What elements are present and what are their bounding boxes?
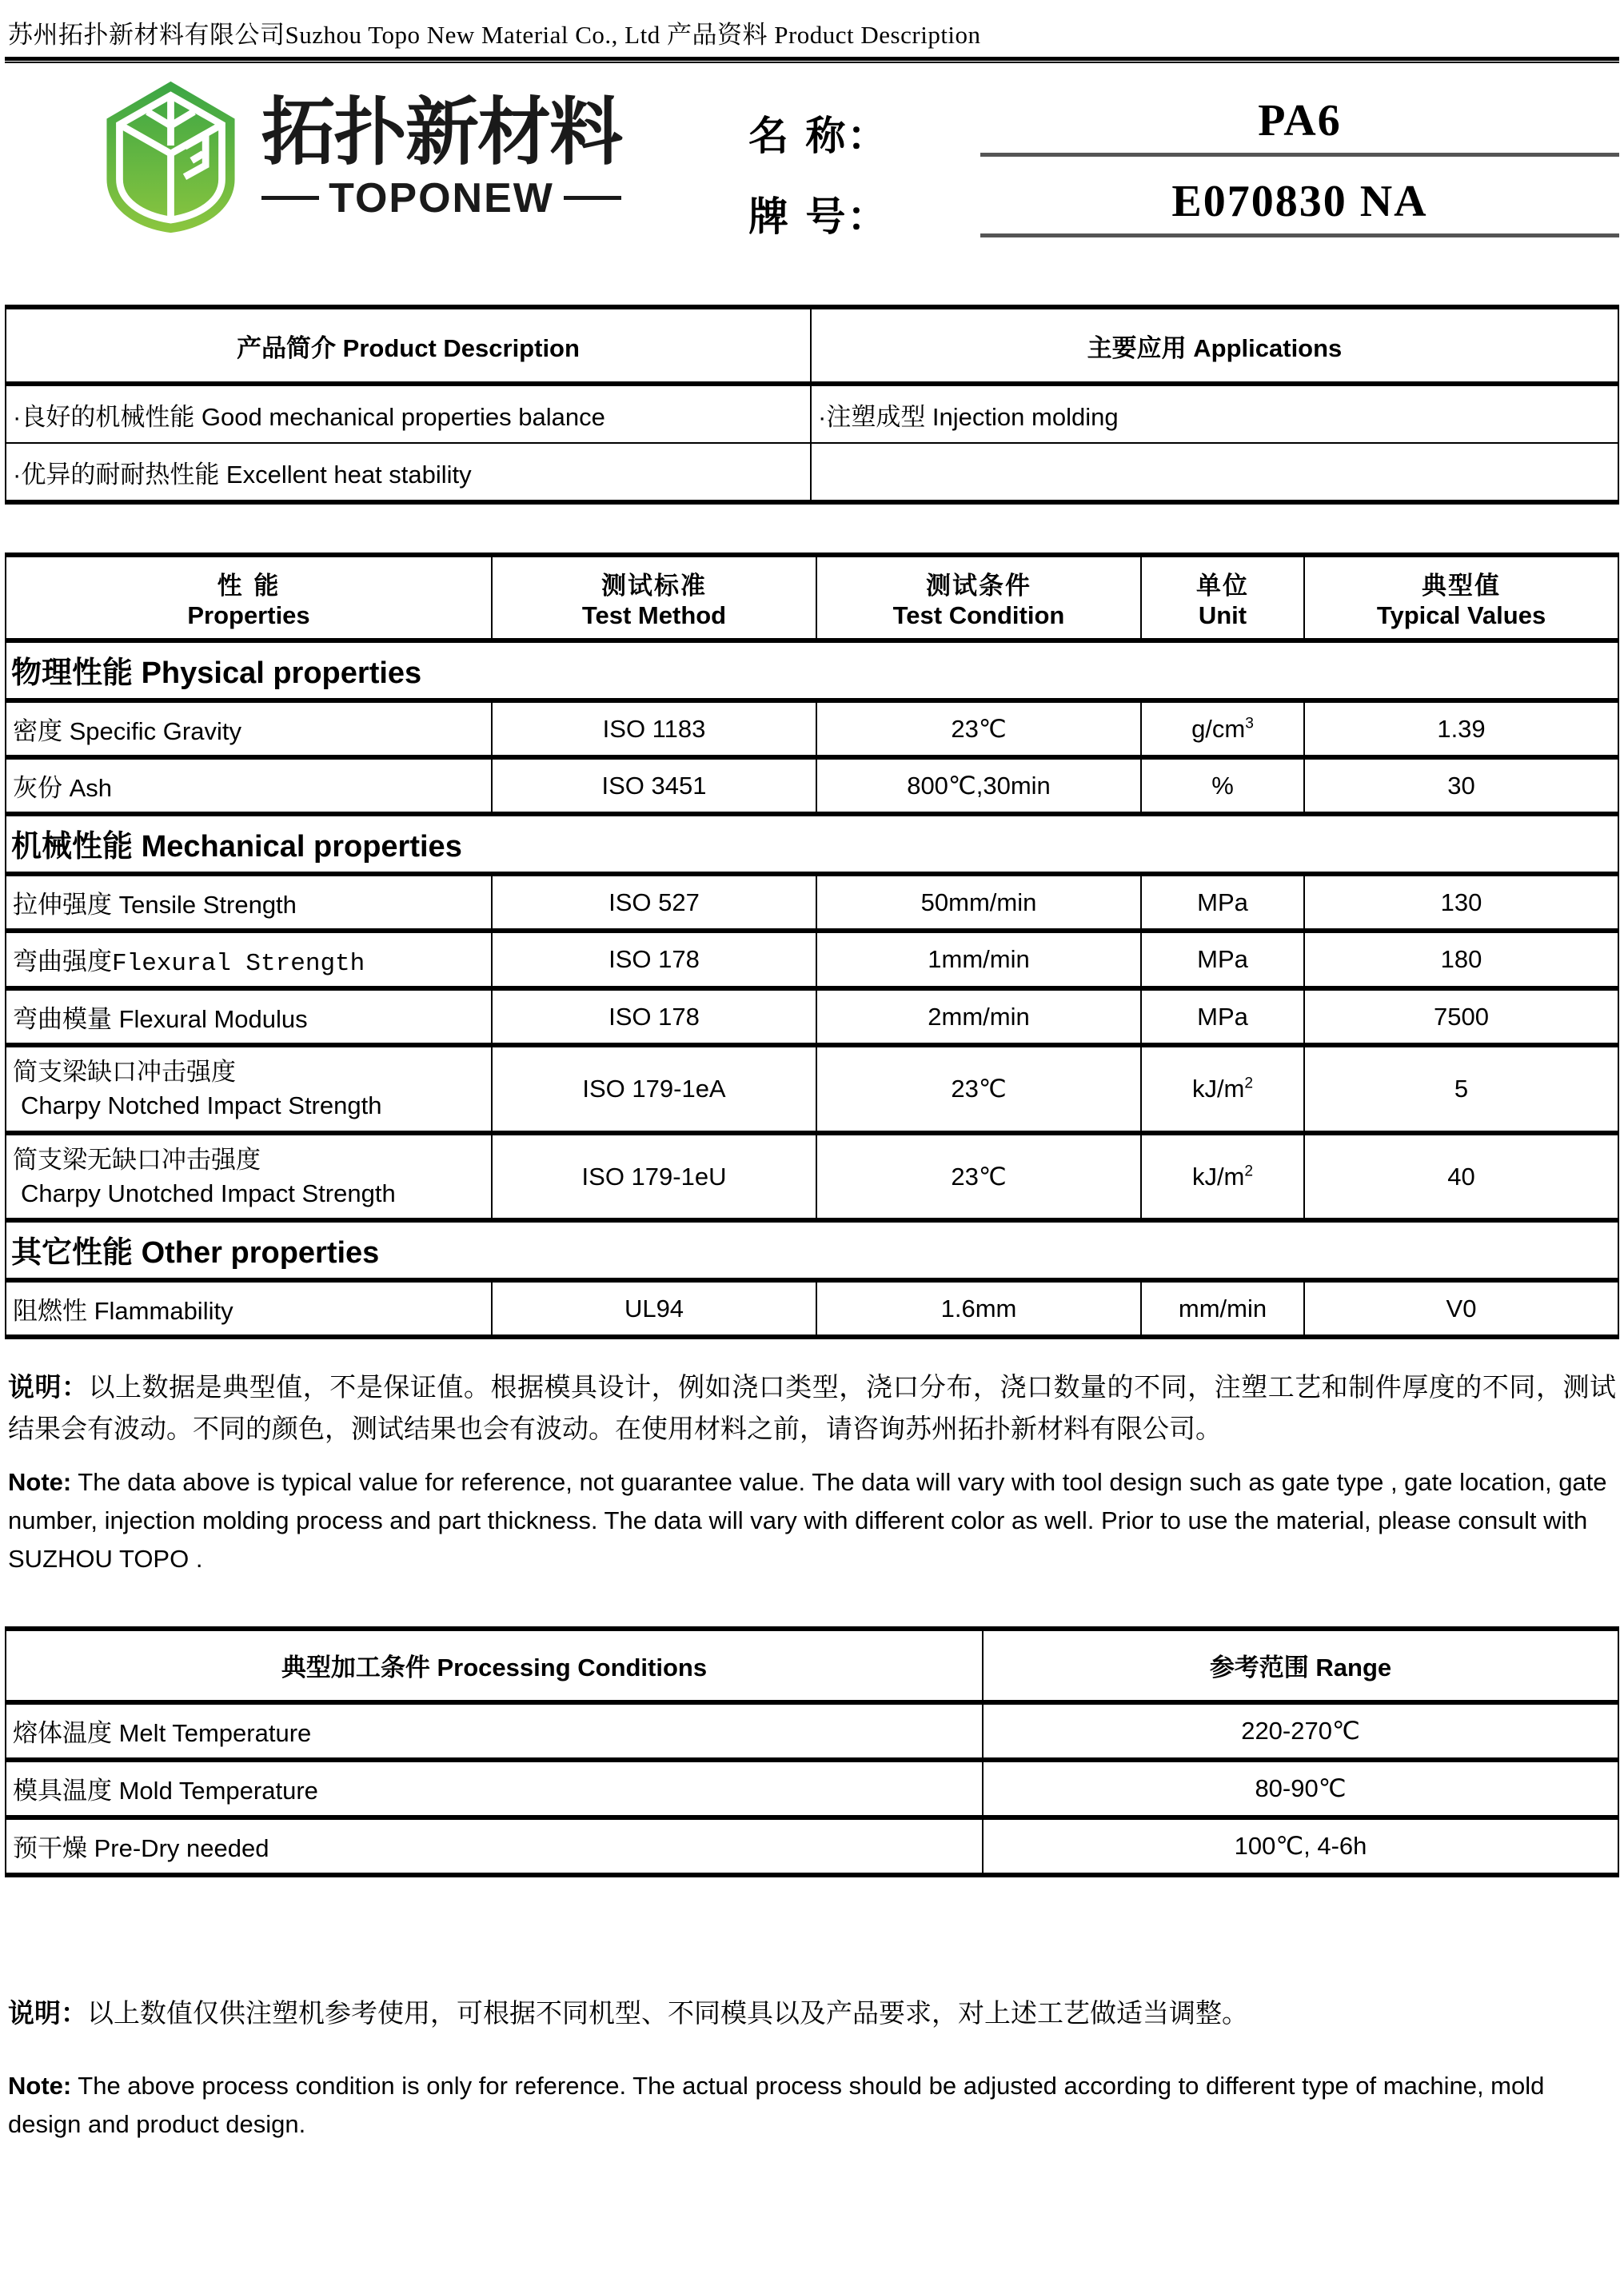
product-name-value: PA6 (980, 95, 1619, 157)
property-unit-superscript: 2 (1244, 1163, 1254, 1180)
logo-area (5, 73, 748, 235)
table-row (6, 1280, 1618, 1337)
logo-rule-left (261, 196, 319, 200)
property-unit (1141, 1133, 1304, 1221)
property-condition: 1.6mm (816, 1280, 1141, 1337)
product-name-value-wrap (980, 95, 1619, 162)
section-header-physical (6, 640, 1618, 700)
section-header-row (6, 1220, 1618, 1280)
section-header-physical-cn: 物理性能 (11, 655, 134, 690)
logo-chinese-name: 拓扑新材料 (261, 89, 622, 175)
col-header-properties-en: Properties (187, 601, 310, 629)
product-grade-row (748, 176, 1619, 242)
property-value: V0 (1304, 1280, 1618, 1337)
proc-condition-range: 100℃, 4-6h (983, 1817, 1618, 1875)
property-name (6, 1045, 492, 1133)
desc-cell-left: ·优异的耐耐热性能 Excellent heat stability (6, 443, 811, 502)
property-condition: 800℃,30min (816, 757, 1141, 814)
property-value: 7500 (1304, 988, 1618, 1045)
col-header-unit-cn: 单位 (1196, 572, 1249, 600)
col-header-unit (1141, 555, 1304, 640)
product-grade-value-wrap (980, 176, 1619, 242)
property-condition: 2mm/min (816, 988, 1141, 1045)
property-condition: 23℃ (816, 700, 1141, 757)
property-name-cn: 简支梁无缺口冲击强度 (13, 1145, 261, 1174)
table-row (6, 1133, 1618, 1221)
logo-english-row (261, 174, 621, 222)
property-name-en: Charpy Unotched Impact Strength (21, 1179, 396, 1207)
product-name-label: 名 称： (748, 113, 889, 159)
logo-wordmark (261, 89, 622, 222)
proc-condition-name: 预干燥 Pre-Dry needed (6, 1817, 983, 1875)
table-row (6, 700, 1618, 757)
table-row (6, 988, 1618, 1045)
property-unit: MPa (1141, 931, 1304, 988)
product-identity (748, 73, 1619, 257)
col-header-properties-cn: 性 能 (217, 572, 281, 600)
property-method: ISO 3451 (492, 757, 816, 814)
main-note-chinese (8, 1366, 1616, 1448)
col-header-test-method-en: Test Method (581, 601, 727, 629)
property-value: 30 (1304, 757, 1618, 814)
table-row (6, 1702, 1618, 1760)
table-row (6, 931, 1618, 988)
property-unit-text: g/cm (1191, 714, 1246, 743)
property-unit-text: kJ/m (1191, 1162, 1245, 1191)
table-row (6, 443, 1618, 502)
property-value: 40 (1304, 1133, 1618, 1221)
property-unit (1141, 1045, 1304, 1133)
property-unit (1141, 757, 1304, 814)
col-header-test-condition-cn: 测试条件 (926, 572, 1031, 600)
property-method: ISO 179-1eU (492, 1133, 816, 1221)
desc-cell-right: ·注塑成型 Injection molding (811, 384, 1618, 443)
processing-note-chinese-text: 以上数值仅供注塑机参考使用，可根据不同机型、不同模具以及产品要求，对上述工艺做适当调整。 (87, 1997, 1248, 2029)
col-header-test-method (492, 555, 816, 640)
section-header-other-cn: 其它性能 (11, 1235, 134, 1271)
section-header-physical-en: Physical properties (141, 656, 422, 690)
property-unit (1141, 700, 1304, 757)
processing-note-chinese-lead: 说明： (8, 1997, 87, 2029)
main-note-chinese-text: 以上数据是典型值，不是保证值。根据模具设计，例如浇口类型，浇口分布，浇口数量的不同，注塑工艺和制件厚度的不同，测试结果会有波动。不同的颜色，测试结果也会有波动。在使用材料之前，请咨询苏州拓扑新材料有限公司。 (8, 1371, 1617, 1444)
proc-condition-range: 220-270℃ (983, 1702, 1618, 1760)
table-row (6, 1760, 1618, 1817)
col-header-unit-en: Unit (1198, 601, 1247, 629)
section-header-mechanical (6, 814, 1618, 874)
processing-note-block (5, 1965, 1619, 2144)
product-name-row (748, 95, 1619, 162)
table-row (6, 1817, 1618, 1875)
col-header-test-condition-en: Test Condition (892, 601, 1065, 629)
col-header-test-condition (816, 555, 1141, 640)
property-value: 180 (1304, 931, 1618, 988)
property-unit: mm/min (1141, 1280, 1304, 1337)
property-name: 拉伸强度 Tensile Strength (6, 874, 492, 931)
properties-table (5, 553, 1619, 1339)
section-header-row (6, 640, 1618, 700)
property-unit: MPa (1141, 988, 1304, 1045)
main-note-english (8, 1463, 1616, 1578)
property-name: 弯曲模量 Flexural Modulus (6, 988, 492, 1045)
proc-condition-name: 熔体温度 Melt Temperature (6, 1702, 983, 1760)
proc-header-conditions: 典型加工条件 Processing Conditions (6, 1629, 983, 1702)
property-method: ISO 178 (492, 988, 816, 1045)
col-header-typical-values-en: Typical Values (1376, 601, 1546, 629)
col-header-test-method-cn: 测试标准 (601, 572, 707, 600)
main-note-english-lead: Note: (8, 1467, 72, 1496)
table-row (6, 384, 1618, 443)
processing-conditions-table (5, 1626, 1619, 1877)
property-condition: 23℃ (816, 1133, 1141, 1221)
property-value: 5 (1304, 1045, 1618, 1133)
property-unit-text: kJ/m (1191, 1074, 1245, 1103)
property-value: 1.39 (1304, 700, 1618, 757)
product-grade-label: 牌 号： (748, 193, 889, 240)
table-row (6, 757, 1618, 814)
product-description-table (5, 305, 1619, 505)
section-header-mechanical-cn: 机械性能 (11, 828, 134, 864)
desc-header-right: 主要应用 Applications (811, 307, 1618, 384)
section-header-other-en: Other properties (141, 1236, 380, 1271)
property-unit: MPa (1141, 874, 1304, 931)
property-unit-text: % (1211, 771, 1234, 800)
col-header-typical-values-cn: 典型值 (1422, 572, 1501, 600)
table-header-row (6, 1629, 1618, 1702)
property-condition: 1mm/min (816, 931, 1141, 988)
property-value: 130 (1304, 874, 1618, 931)
green-hex-cube-logo-icon (101, 79, 241, 235)
running-header: 苏州拓扑新材料有限公司Suzhou Topo New Material Co., Ltd 产品资料 Product Description (8, 21, 981, 49)
processing-note-english (8, 2067, 1616, 2144)
property-unit-superscript: 2 (1244, 1075, 1254, 1092)
property-unit-superscript: 3 (1245, 715, 1254, 732)
table-row (6, 1045, 1618, 1133)
property-name: 灰份 Ash (6, 757, 492, 814)
desc-header-left: 产品简介 Product Description (6, 307, 811, 384)
property-condition: 50mm/min (816, 874, 1141, 931)
desc-cell-right (811, 443, 1618, 502)
proc-condition-range: 80-90℃ (983, 1760, 1618, 1817)
processing-note-english-text: The above process condition is only for reference. The actual process should be adjusted according to different type of machine, mold design and product design. (8, 2071, 1545, 2138)
section-header-mechanical-en: Mechanical properties (141, 830, 462, 864)
property-method: ISO 1183 (492, 700, 816, 757)
title-block (5, 65, 1619, 305)
col-header-properties (6, 555, 492, 640)
desc-cell-left: ·良好的机械性能 Good mechanical properties balance (6, 384, 811, 443)
property-name: 阻燃性 Flammability (6, 1280, 492, 1337)
main-note-chinese-lead: 说明： (8, 1371, 89, 1403)
property-method: ISO 527 (492, 874, 816, 931)
property-name: 密度 Specific Gravity (6, 700, 492, 757)
property-name-cn: 简支梁缺口冲击强度 (13, 1058, 236, 1086)
section-header-other (6, 1220, 1618, 1280)
main-note-block (5, 1339, 1619, 1578)
main-note-english-text: The data above is typical value for reference, not guarantee value. The data will vary with tool design such as gate type , gate location, gate number, injection molding process and part thickness. The data will vary with different color as well. Prior to use the material, please consult with SUZHOU TOPO . (8, 1467, 1607, 1573)
logo-rule-right (564, 196, 621, 200)
property-method: ISO 179-1eA (492, 1045, 816, 1133)
proc-header-range: 参考范围 Range (983, 1629, 1618, 1702)
product-grade-value: E070830 NA (980, 176, 1619, 237)
property-method: ISO 178 (492, 931, 816, 988)
logo-english-name: TOPONEW (329, 174, 554, 221)
table-row (6, 874, 1618, 931)
property-name-en: Charpy Notched Impact Strength (21, 1091, 382, 1119)
property-name (6, 1133, 492, 1221)
processing-note-english-lead: Note: (8, 2071, 72, 2100)
col-header-typical-values (1304, 555, 1618, 640)
header-divider-rule (5, 57, 1619, 63)
spacer (5, 1877, 1619, 1965)
spacer (5, 1578, 1619, 1626)
proc-condition-name: 模具温度 Mold Temperature (6, 1760, 983, 1817)
table-header-row (6, 555, 1618, 640)
property-name: 弯曲强度Flexural Strength (6, 931, 492, 988)
table-row (6, 307, 1618, 384)
section-header-row (6, 814, 1618, 874)
spacer (5, 505, 1619, 553)
property-condition: 23℃ (816, 1045, 1141, 1133)
property-method: UL94 (492, 1280, 816, 1337)
processing-note-chinese (8, 1993, 1616, 2033)
